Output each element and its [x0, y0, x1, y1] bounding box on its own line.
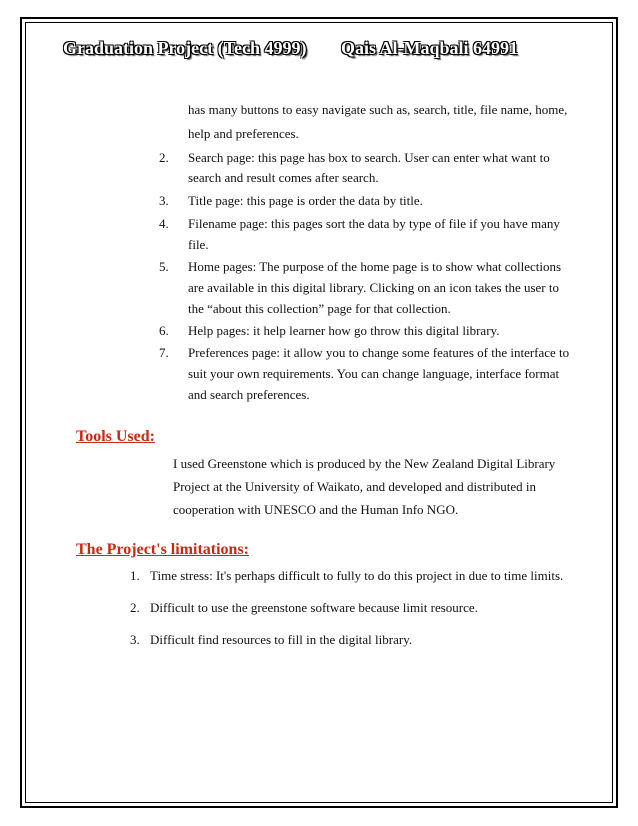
list-item-text: the “about this collection” page for that collection. — [188, 301, 451, 316]
list-item-text: Search page: this page has box to search. User can enter what want to — [188, 150, 550, 165]
list-item-text: Filename page: this pages sort the data by type of file if you have many — [188, 216, 560, 231]
list-number: 7. — [159, 345, 169, 360]
list-item-text: file. — [188, 237, 209, 252]
header-author: Qais Al-Maqbali 64991 — [341, 38, 519, 58]
list-number: 1. — [130, 568, 140, 583]
section-title-limitations: The Project's limitations: — [76, 541, 250, 558]
list-number: 3. — [130, 632, 140, 647]
list-item-text: help and preferences. — [188, 126, 299, 141]
limitation-item: Difficult find resources to fill in the digital library. — [150, 632, 413, 647]
paragraph-line: Project at the University of Waikato, and developed and distributed in — [173, 479, 536, 494]
list-number: 2. — [159, 150, 169, 165]
paragraph-line: I used Greenstone which is produced by the New Zealand Digital Library — [173, 456, 556, 471]
list-number: 6. — [159, 323, 169, 338]
list-number: 2. — [130, 600, 140, 615]
list-item-text: suit your own requirements. You can change language, interface format — [188, 366, 560, 381]
list-number: 4. — [159, 216, 169, 231]
list-number: 5. — [159, 259, 169, 274]
page-border-inner — [25, 22, 613, 803]
list-number: 3. — [159, 193, 169, 208]
paragraph-line: cooperation with UNESCO and the Human Info NGO. — [173, 502, 459, 517]
list-item-text: Title page: this page is order the data by title. — [188, 193, 423, 208]
list-item-text: are available in this digital library. Clicking on an icon takes the user to — [188, 280, 559, 295]
list-item-text: has many buttons to easy navigate such as, search, title, file name, home, — [188, 102, 568, 117]
list-item-text: Preferences page: it allow you to change some features of the interface to — [188, 345, 570, 360]
list-item-text: and search preferences. — [188, 387, 310, 402]
header-title: Graduation Project (Tech 4999) — [63, 38, 307, 58]
list-item-text: Home pages: The purpose of the home page is to show what collections — [188, 259, 562, 274]
limitation-item: Difficult to use the greenstone software because limit resource. — [150, 600, 478, 615]
list-item-text: Help pages: it help learner how go throw this digital library. — [188, 323, 500, 338]
limitation-item: Time stress: It's perhaps difficult to fully to do this project in due to time limits. — [150, 568, 564, 583]
section-title-tools: Tools Used: — [76, 428, 155, 445]
list-item-text: search and result comes after search. — [188, 170, 379, 185]
